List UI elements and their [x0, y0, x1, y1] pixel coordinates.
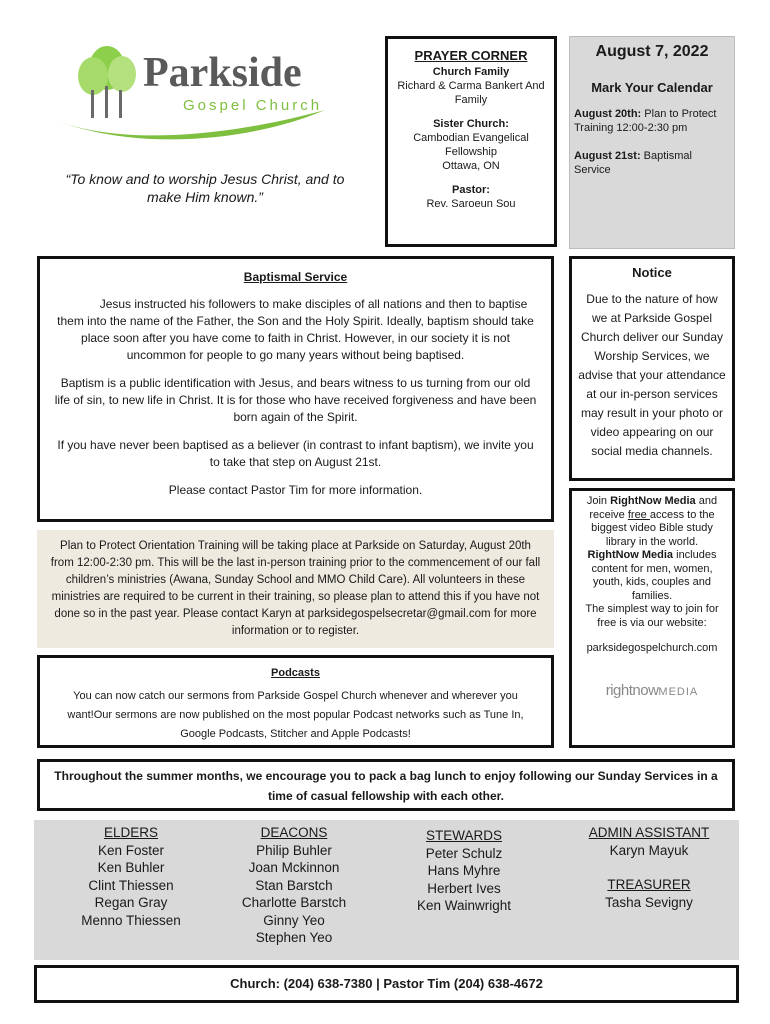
church-logo — [55, 40, 345, 160]
staff-name: Stan Barstch — [255, 877, 333, 893]
church-family-names: Richard & Carma Bankert And Family — [397, 80, 545, 106]
stewards-heading: STEWARDS — [425, 828, 502, 843]
staff-name: Clint Thiessen — [88, 877, 174, 893]
calendar-event — [574, 149, 730, 177]
calendar-panel — [569, 36, 735, 249]
staff-name: Hans Myhre — [427, 863, 501, 878]
logo-subtitle: Gospel Church — [183, 97, 323, 114]
church-family-heading: Church Family — [432, 66, 510, 78]
tree-logo-icon — [55, 40, 345, 160]
event-date: August 20th: — [574, 108, 642, 120]
notice-box — [569, 256, 735, 481]
plan-to-protect: Plan to Protect Orientation Training will be taking place at Parkside on Saturday, August 20th from 12:00-2:30 pm. This will be the last in-person training prior to the commencement of our fall children’s ministries (Awana, Sunday School and MMO Child Care). All volunteers in these ministries are required to be current in their training, so please plan to attend this if you have not done so in the past year. Please contact Karyn at parksidegospelsecretar@gmail.com for more information or to register. — [37, 530, 554, 648]
rightnow-text: Join RightNow Media and receive free access to the biggest video Bible study library in the world. — [586, 495, 718, 548]
staff-name: Regan Gray — [94, 895, 168, 910]
staff-name: Charlotte Barstch — [241, 895, 347, 910]
website-link[interactable]: parksidegospelchurch.com — [586, 642, 718, 654]
rightnow-includes: RightNow Media includes content for men, women, youth, kids, couples and families. — [587, 549, 717, 602]
motto: “To know and to worship Jesus Christ, and to make Him known.” — [65, 171, 345, 205]
event-text: Baptismal Service — [574, 150, 692, 176]
notice-text: Due to the nature of how we at Parkside Gospel Church deliver our Sunday Worship Services, we advise that your attendance at our in-person services may result in your photo or video appearing on our social media channels. — [578, 292, 726, 458]
prayer-corner-title: PRAYER CORNER — [414, 48, 528, 63]
admin-column — [574, 824, 724, 911]
podcasts-text: You can now catch our sermons from Parkside Gospel Church whenever and wherever you want!Our sermons are now published on the most popular Podcast networks such as Tune In, Google Podcasts, Stitcher and Apple Podcasts! — [67, 690, 524, 740]
staff-name: Joan Mckinnon — [248, 860, 340, 875]
staff-name: Ken Buhler — [97, 860, 165, 875]
calendar-event — [574, 107, 730, 135]
staff-list — [34, 820, 739, 960]
event-date: August 21st: — [574, 150, 641, 162]
contact-footer: Church: (204) 638-7380 | Pastor Tim (204) 638-4672 — [34, 965, 739, 1003]
podcasts-title: Podcasts — [271, 667, 320, 679]
deacons-column — [224, 824, 364, 947]
sister-church-location: Ottawa, ON — [442, 160, 500, 172]
summer-lunch-banner: Throughout the summer months, we encourage you to pack a bag lunch to enjoy following our Sunday Services in a time of casual fellowship with each other. — [37, 759, 735, 811]
rightnow-media — [569, 488, 735, 748]
baptismal-service — [37, 256, 554, 522]
deacons-heading: DEACONS — [260, 825, 328, 840]
baptism-contact: Please contact Pastor Tim for more information. — [168, 483, 423, 497]
logo-name: Parkside — [143, 50, 302, 96]
admin-heading: ADMIN ASSISTANT — [588, 825, 710, 840]
sister-church-heading: Sister Church: — [433, 118, 509, 130]
staff-name: Peter Schulz — [425, 845, 503, 861]
elders-heading: ELDERS — [103, 825, 159, 840]
baptism-title: Baptismal Service — [243, 270, 348, 284]
staff-name: Karyn Mayuk — [609, 842, 689, 858]
notice-title: Notice — [632, 265, 672, 280]
baptism-paragraph: Baptism is a public identification with Jesus, and bears witness to us turning from our old life of sin, to new life in Christ. It is for those who have received forgiveness and have been born again of the Spirit. — [54, 376, 537, 424]
bulletin-date: August 7, 2022 — [595, 43, 709, 60]
rightnow-logo: rightnowMEDIA — [605, 681, 699, 699]
podcasts-box — [37, 655, 554, 748]
staff-name: Ginny Yeo — [263, 912, 325, 928]
staff-name: Ken Foster — [97, 842, 165, 858]
prayer-corner — [385, 36, 557, 247]
rightnow-simplest: The simplest way to join for free is via our website: — [585, 603, 719, 629]
baptism-paragraph: Jesus instructed his followers to make disciples of all nations and then to baptise them into the name of the Father, the Son and the Holy Spirit. Ideally, baptism should take place soon after you have come to faith in Christ. However, in our society it is not uncommon for people to go many years without being baptised. — [57, 297, 534, 362]
staff-name: Herbert Ives — [427, 880, 501, 896]
staff-name: Ken Wainwright — [416, 898, 512, 913]
staff-name: Menno Thiessen — [81, 912, 181, 928]
staff-name: Stephen Yeo — [255, 930, 333, 945]
baptism-paragraph: If you have never been baptised as a believer (in contrast to infant baptism), we invite you to take that step on August 21st. — [57, 438, 534, 469]
sister-church-name: Cambodian Evangelical Fellowship — [413, 132, 529, 158]
elders-column — [56, 824, 206, 929]
stewards-column — [394, 827, 534, 915]
staff-name: Philip Buhler — [256, 842, 332, 858]
event-text: Plan to Protect Training 12:00-2:30 pm — [574, 108, 717, 134]
pastor-heading: Pastor: — [452, 184, 490, 196]
pastor-name: Rev. Saroeun Sou — [426, 198, 516, 210]
staff-name: Tasha Sevigny — [605, 894, 693, 910]
treasurer-heading: TREASURER — [607, 877, 691, 892]
calendar-heading: Mark Your Calendar — [591, 80, 713, 95]
